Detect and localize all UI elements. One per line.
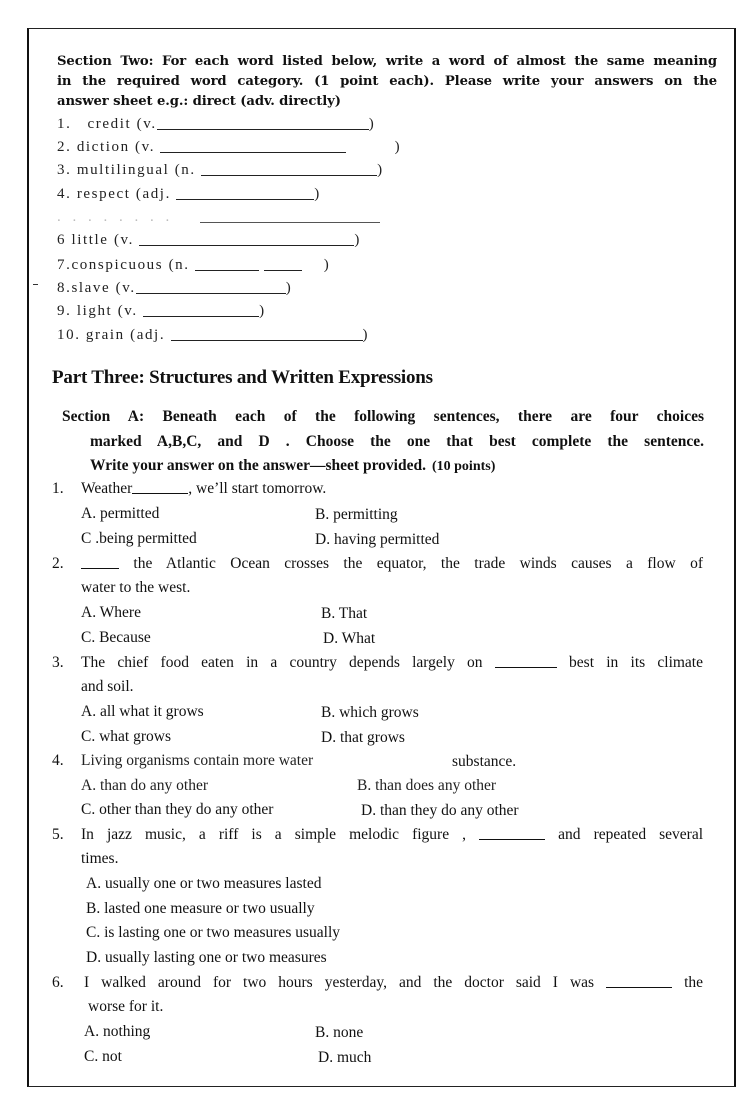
question-stem: Weather , we’ll start tomorrow. [81, 480, 327, 497]
word: slave [71, 280, 111, 296]
word-item-5-faded: . . . . . . . . [57, 208, 380, 226]
question-number: 5. [52, 826, 64, 843]
word-item-7: 7.conspicuous (n. ) [57, 257, 331, 273]
question-4 [0, 752, 753, 824]
option-c[interactable]: C. is lasting one or two measures usually [86, 924, 340, 941]
option-c[interactable]: C. other than they do any other [81, 801, 274, 818]
answer-blank[interactable] [160, 138, 346, 153]
option-b[interactable]: B. That [321, 605, 368, 622]
answer-blank[interactable] [171, 326, 363, 341]
section-two-instructions [57, 52, 717, 112]
word: diction [76, 139, 130, 155]
word-item-6: 6 little (v. ) [57, 232, 361, 248]
question-stem-before: Living organisms contain more water [81, 752, 314, 769]
word-item-1: 1. credit (v. ) [57, 116, 376, 132]
question-stem-line-1: I walked around for two hours yesterday, and the doctor said I was the [84, 974, 704, 991]
word-item-3: 3. multilingual (n. ) [57, 162, 384, 178]
option-b[interactable]: B. lasted one measure or two usually [86, 900, 315, 917]
part-three-title: Part Three: Structures and Written Expressions [52, 367, 433, 388]
question-stem-after: substance. [452, 753, 517, 770]
answer-blank[interactable] [200, 208, 380, 223]
word: conspicuous [71, 257, 164, 273]
question-number: 3. [52, 654, 64, 671]
word-item-8: 8.slave (v. ) [57, 280, 293, 296]
answer-blank [132, 480, 188, 494]
points-label: (10 points) [431, 459, 496, 474]
option-d[interactable]: D. usually lasting one or two measures [86, 949, 327, 966]
word: little [71, 232, 109, 248]
question-number: 1. [52, 480, 64, 497]
question-5 [0, 826, 753, 966]
answer-blank[interactable] [201, 161, 377, 176]
word: grain [85, 327, 125, 343]
question-number: 4. [52, 752, 64, 769]
question-stem-line-1: In jazz music, a riff is a simple melodic figure , and repeated several [81, 826, 704, 843]
option-a[interactable]: A. usually one or two measures lasted [86, 875, 322, 892]
word: light [76, 303, 113, 319]
option-a[interactable]: A. nothing [84, 1023, 151, 1040]
option-b[interactable]: B. permitting [315, 506, 398, 523]
section-a-line-2: marked A,B,C, and D . Choose the one that best complete the sentence. [90, 432, 704, 450]
section-a-instructions [62, 405, 704, 480]
option-b[interactable]: B. than does any other [357, 777, 497, 794]
answer-blank [606, 974, 672, 988]
word-item-4: 4. respect (adj. ) [57, 186, 321, 202]
section-two-line-2: in the required word category. (1 point each). Please write your answers on the [57, 74, 717, 89]
answer-blank[interactable] [139, 231, 354, 246]
option-b[interactable]: B. none [315, 1024, 364, 1041]
option-a[interactable]: A. than do any other [81, 777, 208, 794]
stray-mark [33, 284, 38, 285]
section-two-line-1: Section Two: For each word listed below, write a word of almost the same meaning [57, 54, 717, 69]
question-stem-line-1: the Atlantic Ocean crosses the equator, the trade winds causes a flow of [81, 555, 703, 573]
word-item-9: 9. light (v. ) [57, 303, 266, 319]
section-a-line-3: Write your answer on the answer—sheet provided. (10 points) [90, 457, 496, 474]
question-number: 6. [52, 974, 64, 991]
option-c[interactable]: C .being permitted [81, 530, 197, 547]
option-d[interactable]: D. What [323, 630, 376, 647]
option-d[interactable]: D. much [318, 1049, 372, 1066]
answer-blank [81, 555, 119, 569]
word-item-10: 10. grain (adj. ) [57, 327, 370, 343]
option-a[interactable]: A. Where [81, 604, 141, 621]
word: respect [76, 186, 131, 202]
answer-blank [495, 654, 557, 668]
answer-blank[interactable] [195, 256, 259, 271]
answer-blank[interactable] [157, 115, 369, 130]
answer-blank[interactable] [136, 279, 286, 294]
question-3 [0, 654, 753, 749]
question-stem-line-2: water to the west. [81, 579, 191, 596]
option-d[interactable]: D. having permitted [315, 531, 440, 548]
word: credit [87, 116, 132, 132]
question-2 [0, 555, 753, 650]
answer-blank[interactable] [176, 185, 314, 200]
question-stem-line-2: times. [81, 850, 119, 867]
option-d[interactable]: D. that grows [321, 729, 405, 746]
question-stem-line-1: The chief food eaten in a country depends largely on best in its climate [81, 654, 703, 671]
option-d[interactable]: D. than they do any other [361, 802, 519, 819]
option-a[interactable]: A. permitted [81, 505, 160, 522]
option-a[interactable]: A. all what it grows [81, 703, 204, 720]
answer-blank [479, 826, 545, 840]
question-6 [0, 974, 753, 1069]
question-number: 2. [52, 555, 64, 572]
answer-blank[interactable] [143, 302, 259, 317]
section-a-line-1: Section A: Beneath each of the following sentences, there are four choices [62, 408, 704, 425]
question-1 [0, 480, 753, 550]
word-item-2: 2. diction (v. ) [57, 139, 402, 155]
option-b[interactable]: B. which grows [321, 704, 419, 721]
option-c[interactable]: C. Because [81, 629, 151, 646]
question-stem-line-2: and soil. [81, 678, 134, 695]
question-stem-line-2: worse for it. [88, 998, 164, 1015]
word: multilingual [76, 162, 170, 178]
option-c[interactable]: C. what grows [81, 728, 171, 745]
option-c[interactable]: C. not [84, 1048, 122, 1065]
section-two-line-3: answer sheet e.g.: direct (adv. directly) [57, 94, 341, 109]
